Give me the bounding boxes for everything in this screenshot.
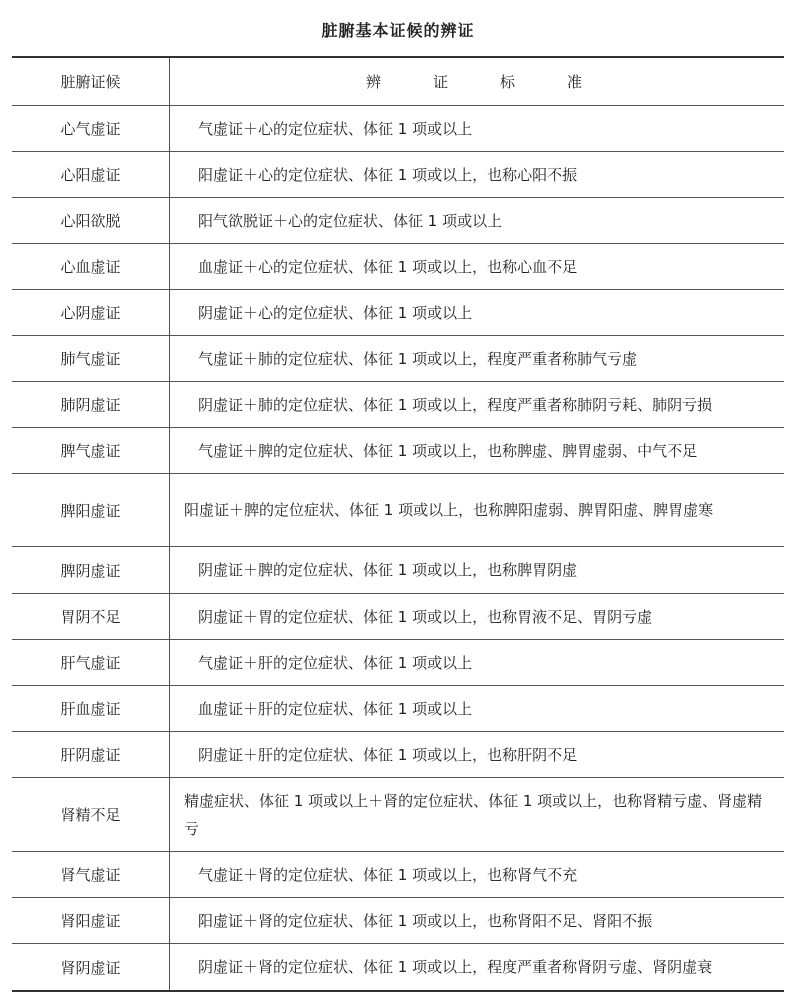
syndrome-criteria: 阳虚证＋肾的定位症状、体征 1 项或以上，也称肾阳不足、肾阳不振 [198, 911, 653, 930]
syndrome-name: 心阴虚证 [12, 290, 170, 335]
syndrome-criteria: 气虚证＋脾的定位症状、体征 1 项或以上，也称脾虚、脾胃虚弱、中气不足 [198, 441, 698, 460]
table-row [12, 152, 784, 198]
syndrome-name: 肾阴虚证 [12, 944, 170, 990]
syndrome-name: 肝阴虚证 [12, 732, 170, 777]
header-criteria: 辨证标准 [365, 72, 634, 91]
syndrome-name: 肾阳虚证 [12, 898, 170, 943]
syndrome-table [12, 56, 784, 992]
syndrome-name: 心血虚证 [12, 244, 170, 289]
table-row [12, 428, 784, 474]
table-row [12, 106, 784, 152]
syndrome-criteria: 阳虚证＋脾的定位症状、体征 1 项或以上，也称脾阳虚弱、脾胃阳虚、脾胃虚寒 [184, 501, 714, 519]
table-row [12, 244, 784, 290]
table-row [12, 474, 784, 547]
syndrome-criteria: 阴虚证＋肺的定位症状、体征 1 项或以上，程度严重者称肺阴亏耗、肺阴亏损 [198, 395, 713, 414]
table-row [12, 732, 784, 778]
table-row [12, 547, 784, 594]
syndrome-name: 胃阴不足 [12, 594, 170, 639]
syndrome-criteria: 阴虚证＋胃的定位症状、体征 1 项或以上，也称胃液不足、胃阴亏虚 [198, 607, 653, 626]
syndrome-name: 肾精不足 [12, 778, 170, 851]
table-header-row [12, 58, 784, 106]
syndrome-criteria: 阳虚证＋心的定位症状、体征 1 项或以上，也称心阳不振 [198, 165, 578, 184]
table-row [12, 198, 784, 244]
syndrome-name: 肝血虚证 [12, 686, 170, 731]
syndrome-criteria: 气虚证＋肝的定位症状、体征 1 项或以上 [198, 653, 473, 672]
table-row [12, 290, 784, 336]
syndrome-criteria: 血虚证＋心的定位症状、体征 1 项或以上，也称心血不足 [198, 257, 578, 276]
syndrome-name: 心阳欲脱 [12, 198, 170, 243]
table-row [12, 336, 784, 382]
syndrome-name: 脾阴虚证 [12, 547, 170, 593]
syndrome-criteria: 阴虚证＋心的定位症状、体征 1 项或以上 [198, 303, 473, 322]
table-row [12, 898, 784, 944]
syndrome-criteria: 精虚症状、体征 1 项或以上＋肾的定位症状、体征 1 项或以上，也称肾精亏虚、肾虚精亏 [184, 791, 763, 838]
syndrome-name: 心气虚证 [12, 106, 170, 151]
syndrome-criteria: 气虚证＋肾的定位症状、体征 1 项或以上，也称肾气不充 [198, 865, 578, 884]
page-title: 脏腑基本证候的辨证 [321, 21, 475, 40]
syndrome-name: 肝气虚证 [12, 640, 170, 685]
syndrome-name: 脾阳虚证 [12, 474, 170, 546]
syndrome-criteria: 气虚证＋心的定位症状、体征 1 项或以上 [198, 119, 473, 138]
table-row [12, 778, 784, 852]
table-row [12, 852, 784, 898]
table-row [12, 686, 784, 732]
syndrome-criteria: 血虚证＋肝的定位症状、体征 1 项或以上 [198, 699, 473, 718]
syndrome-name: 肺气虚证 [12, 336, 170, 381]
syndrome-name: 肾气虚证 [12, 852, 170, 897]
table-row [12, 594, 784, 640]
syndrome-criteria: 气虚证＋肺的定位症状、体征 1 项或以上，程度严重者称肺气亏虚 [198, 349, 638, 368]
table-row [12, 640, 784, 686]
syndrome-name: 脾气虚证 [12, 428, 170, 473]
header-syndrome: 脏腑证候 [12, 58, 170, 105]
table-row [12, 944, 784, 990]
syndrome-criteria: 阴虚证＋肾的定位症状、体征 1 项或以上，程度严重者称肾阴亏虚、肾阴虚衰 [198, 958, 713, 976]
table-row [12, 382, 784, 428]
syndrome-name: 心阳虚证 [12, 152, 170, 197]
syndrome-name: 肺阴虚证 [12, 382, 170, 427]
syndrome-criteria: 阳气欲脱证＋心的定位症状、体征 1 项或以上 [198, 211, 503, 230]
syndrome-criteria: 阴虚证＋肝的定位症状、体征 1 项或以上，也称肝阴不足 [198, 745, 578, 764]
syndrome-criteria: 阴虚证＋脾的定位症状、体征 1 项或以上，也称脾胃阴虚 [198, 561, 578, 579]
